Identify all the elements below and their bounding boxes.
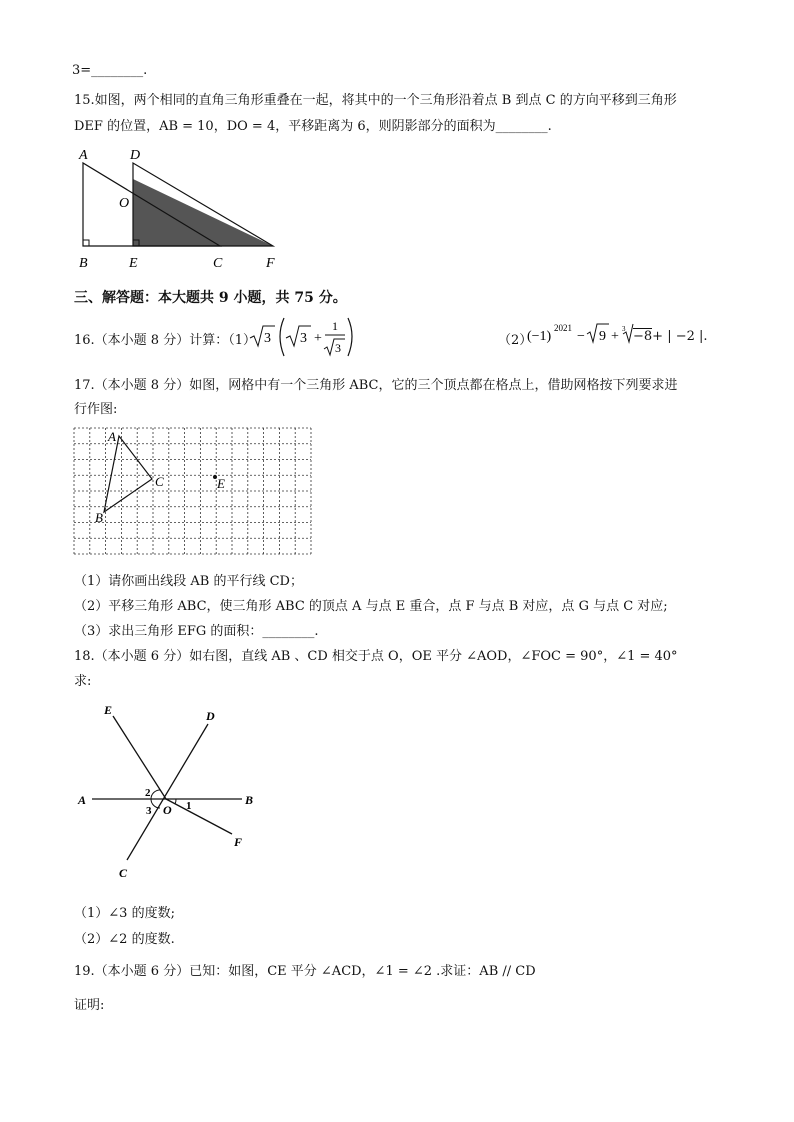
previous-question-tail: 3=________. [72,63,148,78]
line-cd [127,724,208,860]
svg-text:9: 9 [599,329,606,344]
fig18-label-a: A [78,793,87,807]
ray-of [166,799,232,834]
q16-expression-2 [527,318,637,348]
svg-text:−: − [577,329,585,344]
q17-grid-figure [72,426,314,558]
right-angle-b [83,240,89,246]
label-e: E [129,256,138,271]
q15-line2: DEF 的位置，AB = 10，DO = 4，平移距离为 6，则阴影部分的面积为________. [74,119,552,134]
svg-text:2021: 2021 [554,323,572,333]
q16-prefix: 16.（本小题 8 分）计算：（1） [74,333,256,348]
fig18-label-b: B [245,793,254,807]
fig18-angle-2: 2 [145,787,151,799]
svg-text:3: 3 [300,331,307,346]
q17-item3: （3）求出三角形 EFG 的面积：________. [74,624,319,639]
svg-text:3: 3 [622,325,626,333]
label-d: D [130,148,141,163]
grid-label-b: B [95,510,103,525]
q16-expression-2-radicand: −8+ | −2 |. [633,329,708,344]
q17-item1: （1）请你画出线段 AB 的平行线 CD； [74,574,303,589]
q16-expression-1 [248,312,358,360]
label-b: B [79,256,88,271]
fig18-label-f: F [234,835,243,849]
q15-figure [70,143,290,273]
svg-text:3: 3 [264,331,271,346]
svg-text:+: + [314,331,322,346]
svg-text:3: 3 [335,341,341,355]
q19-proof-label: 证明: [74,998,105,1013]
label-f: F [266,256,275,271]
ray-oe [113,716,166,799]
q17-item2: （2）平移三角形 ABC，使三角形 ABC 的顶点 A 与点 E 重合，点 F 与点 B 对应，点 G 与点 C 对应; [74,599,668,614]
q16-expression-2-tail: + | −2 |. [652,329,708,344]
fig18-label-e: E [104,703,113,717]
grid-label-c: C [155,474,164,489]
svg-text:(−1): (−1) [527,329,552,344]
svg-text:+: + [611,329,619,344]
fig18-label-o: O [163,803,172,817]
svg-text:1: 1 [332,319,338,333]
q18-item1: （1）∠3 的度数; [74,906,175,921]
q16-part2-label: （2） [498,333,533,348]
q15-line1: 15.如图，两个相同的直角三角形重叠在一起，将其中的一个三角形沿着点 B 到点 C 的方向平移到三角形 [74,93,677,108]
section-heading: 三、解答题：本大题共 9 小题，共 75 分。 [74,290,347,306]
q18-figure [70,700,280,885]
fig18-label-c: C [119,866,128,880]
q17-line2: 行作图: [74,402,118,417]
fig18-label-d: D [206,709,215,723]
fig18-angle-1: 1 [186,800,192,812]
fig18-angle-3: 3 [146,805,152,817]
q18-line2: 求: [74,674,92,689]
q19-line1: 19.（本小题 6 分）已知：如图，CE 平分 ∠ACD，∠1 = ∠2 .求证：AB // CD [74,964,536,979]
label-a: A [79,148,88,163]
q18-line1: 18.（本小题 6 分）如右图，直线 AB 、CD 相交于点 O，OE 平分 ∠AOD，∠FOC = 90°，∠1 = 40° [74,649,678,664]
grid-label-a: A [108,429,116,444]
label-o: O [119,196,130,211]
q18-item2: （2）∠2 的度数. [74,932,175,947]
label-c: C [213,256,223,271]
q17-line1: 17.（本小题 8 分）如图，网格中有一个三角形 ABC，它的三个顶点都在格点上，借助网格按下列要求进 [74,378,678,393]
grid-label-e: E [217,476,225,491]
triangle-abc-grid [104,436,152,512]
